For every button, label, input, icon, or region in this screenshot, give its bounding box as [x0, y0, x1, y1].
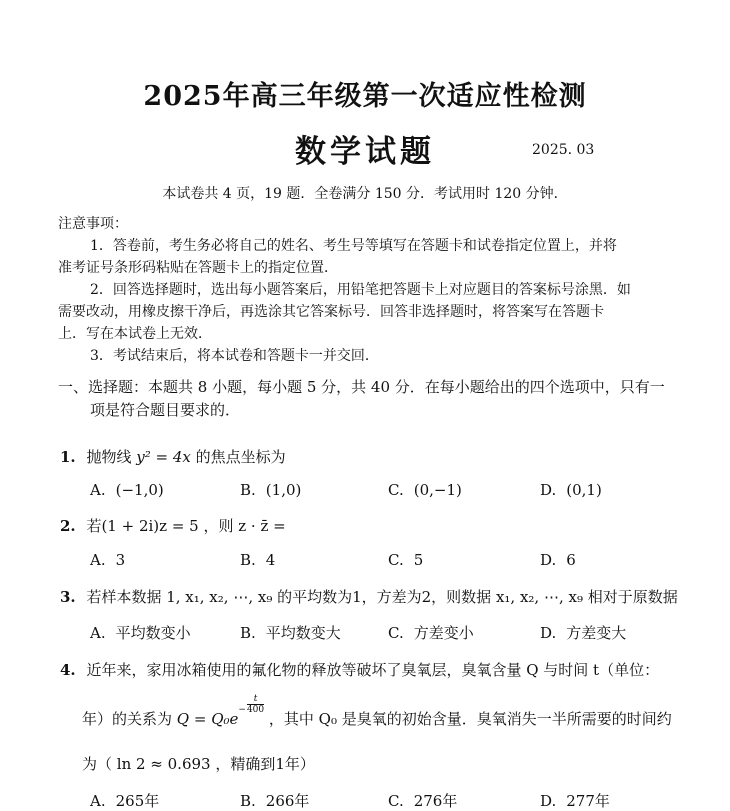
exponent-numerator: t	[247, 694, 264, 705]
option-label: C.	[388, 551, 404, 569]
option-value: 6	[566, 551, 576, 569]
option-label: C.	[388, 624, 404, 642]
option-label: A.	[90, 551, 106, 569]
exam-date: 2025. 03	[532, 142, 595, 158]
option-value: 3	[115, 551, 126, 569]
option-label: A.	[90, 792, 106, 810]
option-d[interactable]	[540, 622, 626, 643]
option-value: 265年	[115, 792, 160, 810]
question-number: 3.	[60, 588, 76, 606]
option-c[interactable]	[388, 790, 457, 811]
option-label: D.	[540, 792, 557, 810]
formula-exponent: − $\frac{t}{400}$	[238, 694, 265, 715]
exponent-denominator: 400	[246, 705, 265, 715]
option-d[interactable]	[540, 790, 610, 811]
option-label: B.	[240, 481, 256, 499]
option-label: B.	[240, 551, 256, 569]
option-b[interactable]	[240, 481, 301, 499]
note-3: 3．考试结束后，将本试卷和答题卡一并交回．	[90, 348, 379, 364]
option-label: D.	[540, 481, 557, 499]
option-label: D.	[540, 624, 557, 642]
option-value: 277年	[566, 792, 610, 810]
option-value: (0,1)	[566, 481, 602, 499]
notes-heading: 注意事项：	[58, 216, 128, 232]
option-a[interactable]	[90, 481, 164, 499]
question-4	[60, 659, 659, 680]
option-a[interactable]	[90, 551, 125, 569]
section-1-heading: 一、选择题：本题共 8 小题，每小题 5 分，共 40 分．在每小题给出的四个选项中，只有一	[58, 378, 665, 396]
note-2-line-3: 上．写在本试卷上无效．	[58, 326, 212, 342]
option-b[interactable]	[240, 622, 341, 643]
section-1-heading-cont: 项是符合题目要求的．	[90, 401, 241, 419]
option-d[interactable]	[540, 551, 576, 569]
question-text: 近年来，家用冰箱使用的氟化物的释放等破坏了臭氧层，臭氧含量 Q 与时间 t（单位：	[86, 661, 660, 679]
exam-title: 2025年高三年级第一次适应性检测	[143, 81, 587, 112]
note-2-line-2: 需要改动，用橡皮擦干净后，再选涂其它答案标号．回答非选择题时，将答案写在答题卡	[58, 304, 604, 320]
option-a[interactable]	[90, 622, 191, 643]
option-label: B.	[240, 792, 256, 810]
option-value: 方差变大	[566, 624, 627, 642]
exam-subject: 数学试题	[295, 134, 435, 170]
question-2	[60, 515, 286, 536]
option-b[interactable]	[240, 551, 275, 569]
question-4-line-3: 为（ ln 2 ≈ 0.693 ，精确到1年）	[82, 755, 315, 773]
option-value: 276年	[413, 792, 458, 810]
option-value: 方差变小	[413, 624, 474, 642]
note-1-line-1: 1．答卷前，考生务必将自己的姓名、考生号等填写在答题卡和试卷指定位置上，并将	[90, 238, 617, 254]
question-number: 2.	[60, 517, 76, 535]
question-text: 抛物线	[86, 448, 132, 466]
question-text: 若样本数据 1, x₁, x₂, ⋯, x₉ 的平均数为1，方差为2，则数据 x₁, x₂, ⋯, x₉ 相对于原数据	[86, 588, 678, 606]
question-text: 年）的关系为	[82, 710, 173, 728]
option-d[interactable]	[540, 481, 602, 499]
option-label: A.	[90, 624, 106, 642]
option-value: (0,−1)	[413, 481, 462, 499]
option-label: D.	[540, 551, 557, 569]
option-label: C.	[388, 792, 404, 810]
question-1	[60, 446, 286, 467]
question-3	[60, 586, 678, 607]
question-text: ，其中 Q₀ 是臭氧的初始含量．臭氧消失一半所需要的时间约	[268, 710, 672, 728]
option-value: 5	[413, 551, 424, 569]
question-text: 的焦点坐标为	[195, 448, 286, 466]
question-4-line-2	[82, 694, 672, 729]
option-value: 平均数变大	[265, 624, 341, 642]
option-c[interactable]	[388, 622, 474, 643]
note-1-line-2: 准考证号条形码粘贴在答题卡上的指定位置．	[58, 260, 338, 276]
option-b[interactable]	[240, 790, 309, 811]
option-value: (−1,0)	[115, 481, 164, 499]
question-formula: Q = Q₀e	[176, 710, 239, 728]
option-label: A.	[90, 481, 106, 499]
option-c[interactable]	[388, 481, 462, 499]
option-label: C.	[388, 481, 404, 499]
exam-summary: 本试卷共 4 页，19 题．全卷满分 150 分．考试用时 120 分钟．	[162, 186, 568, 202]
option-value: (1,0)	[265, 481, 302, 499]
option-a[interactable]	[90, 790, 159, 811]
question-formula: y² = 4x	[136, 448, 191, 466]
option-value: 266年	[265, 792, 310, 810]
note-2-line-1: 2．回答选择题时，选出每小题答案后，用铅笔把答题卡上对应题目的答案标号涂黑．如	[90, 282, 631, 298]
option-label: B.	[240, 624, 256, 642]
option-value: 平均数变小	[115, 624, 191, 642]
question-number: 4.	[60, 661, 76, 679]
question-text: 若(1 + 2i)z = 5 ，则 z · z̄ =	[86, 517, 286, 535]
option-value: 4	[265, 551, 276, 569]
option-c[interactable]	[388, 551, 423, 569]
question-number: 1.	[60, 448, 76, 466]
